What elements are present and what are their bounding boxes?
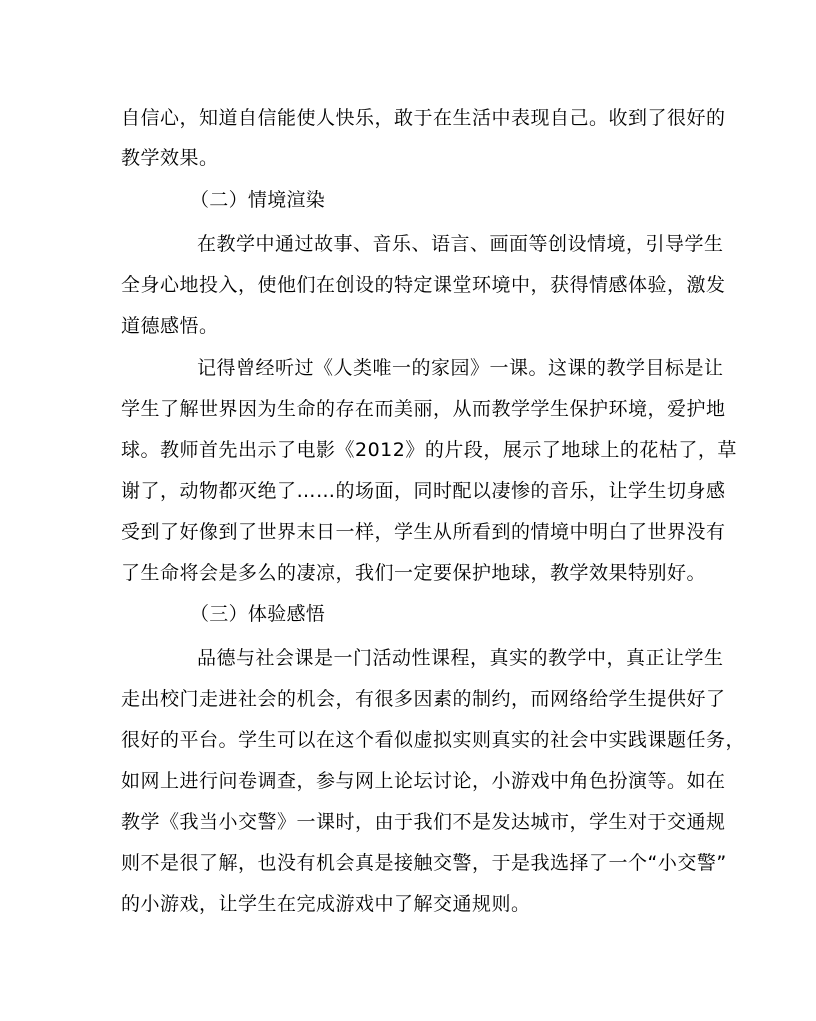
paragraph-line: 则不是很了解，也没有机会真是接触交警，于是我选择了一个“小交警” [121, 852, 727, 874]
paragraph-line: 球。教师首先出示了电影《2012》的片段，展示了地球上的花枯了，草 [121, 439, 737, 461]
paragraph-line: 品德与社会课是一门活动性课程，真实的教学中，真正让学生 [197, 647, 724, 669]
paragraph-line: 全身心地投入，使他们在创设的特定课堂环境中，获得情感体验，激发 [121, 274, 726, 296]
paragraph-line: 了生命将会是多么的凄凉，我们一定要保护地球，教学效果特别好。 [121, 562, 707, 584]
paragraph-line: 道德感悟。 [121, 315, 219, 337]
paragraph-line: 谢了，动物都灭绝了……的场面，同时配以凄惨的音乐，让学生切身感 [121, 480, 726, 502]
paragraph-line: 很好的平台。学生可以在这个看似虚拟实则真实的社会中实践课题任务， [121, 729, 746, 751]
paragraph-line: 在教学中通过故事、音乐、语言、画面等创设情境，引导学生 [197, 233, 724, 255]
paragraph-line: 教学效果。 [121, 147, 219, 169]
paragraph-line: 教学《我当小交警》一课时，由于我们不是发达城市，学生对于交通规 [121, 811, 726, 833]
paragraph-line: 受到了好像到了世界末日一样，学生从所看到的情境中明白了世界没有 [121, 521, 726, 543]
paragraph-line: 走出校门走进社会的机会，有很多因素的制约，而网络给学生提供好了 [121, 688, 726, 710]
paragraph-line: 记得曾经听过《人类唯一的家园》一课。这课的教学目标是让 [197, 357, 724, 379]
paragraph-line: 如网上进行问卷调查，参与网上论坛讨论，小游戏中角色扮演等。如在 [121, 770, 726, 792]
paragraph-line: 学生了解世界因为生命的存在而美丽，从而教学学生保护环境，爱护地 [121, 398, 726, 420]
section-heading-2: （二）情境渲染 [190, 189, 326, 211]
paragraph-line: 的小游戏，让学生在完成游戏中了解交通规则。 [121, 893, 531, 915]
section-heading-3: （三）体验感悟 [190, 603, 326, 625]
paragraph-line: 自信心，知道自信能使人快乐，敢于在生活中表现自己。收到了很好的 [121, 107, 726, 129]
